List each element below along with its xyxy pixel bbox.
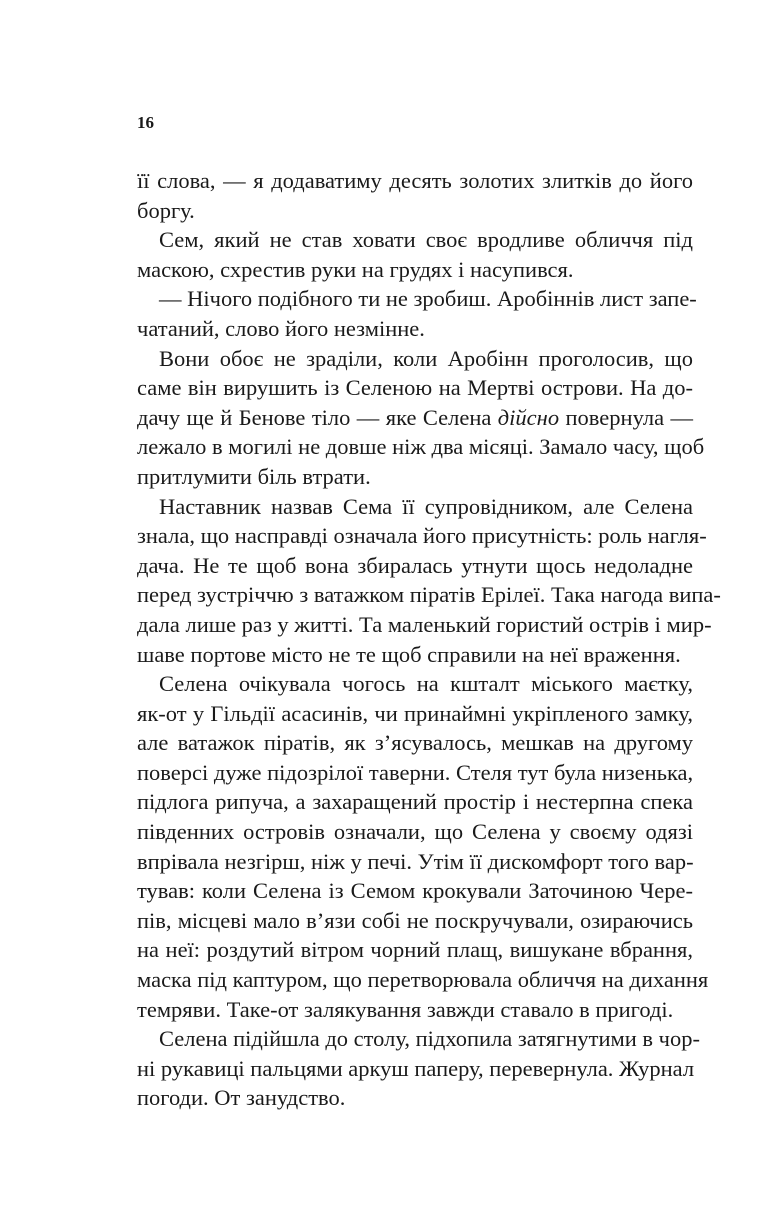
text-line: впрівала незгірш, ніж у печі. Утім її дискомфорт того вар- [137,848,694,874]
text-line: дала лише раз у житті. Та маленький гористий острів і мир- [137,611,712,637]
text-line [137,403,693,433]
text-line: на неї: роздутий вітром чорний плащ, вишукане вбрання, [137,937,693,963]
text-line: Селена підійшла до столу, підхопила затягнутими в чор- [159,1026,700,1052]
text-line: як-от у Гільдії асасинів, чи принаймні укріпленого замку, [137,700,693,726]
text-line: чатаний, слово його незмінне. [137,315,425,341]
text-fragment: повернула — [559,404,693,430]
text-line: тував: коли Селена із Семом крокували Заточиною Чере- [137,878,693,904]
text-line: маскою, схрестив руки на грудях і насупився. [137,256,574,282]
text-line: Наставник назвав Сема її супровідником, але Селена [159,493,693,519]
text-line: притлумити біль втрати. [137,463,371,489]
text-fragment: дачу ще й Бенове тіло — яке Селена [137,404,498,430]
text-line: перед зустріччю з ватажком піратів Ерілеї. Така нагода випа- [137,582,721,608]
text-line: саме він вирушить із Селеною на Мертві острови. На до- [137,375,693,401]
body-text [137,166,721,1113]
text-line: але ватажок піратів, як з’ясувалось, мешкав на другому [137,730,693,756]
text-line: шаве портове місто не те щоб справили на неї враження. [137,641,681,667]
text-line: темряви. Таке-от залякування завжди ставало в пригоді. [137,996,674,1022]
text-line: південних островів означали, що Селена у своєму одязі [137,819,693,845]
text-line: її слова, — я додаватиму десять золотих злитків до його [137,168,693,193]
page-number: 16 [137,113,154,132]
text-line: дача. Не те щоб вона збиралась утнути щось недоладне [137,552,693,578]
text-line: лежало в могилі не довше ніж два місяці. Замало часу, щоб [137,434,705,460]
text-line: поверсі дуже підозрілої таверни. Стеля тут була низенька, [137,759,694,785]
text-line: підлога рипуча, а захаращений простір і нестерпна спека [137,789,693,815]
text-line: знала, що насправді означала його присутність: роль нагля- [137,523,707,549]
text-line: ні рукавиці пальцями аркуш паперу, перевернула. Журнал [137,1055,695,1081]
emphasis-text: дійсно [497,404,560,430]
text-line: маска під каптуром, що перетворювала обличчя на дихання [137,967,709,993]
text-line: погоди. От занудство. [137,1085,346,1111]
text-line: Сем, який не став ховати своє вродливе обличчя під [159,227,693,253]
text-line: боргу. [137,197,195,223]
text-line: — Нічого подібного ти не зробиш. Аробіннів лист запе- [159,286,697,312]
text-line: Селена очікувала чогось на кшталт міського маєтку, [159,671,693,697]
text-line: Вони обоє не зраділи, коли Аробінн проголосив, що [159,345,693,371]
text-line: пів, місцеві мало в’язи собі не поскручували, озираючись [137,907,693,933]
